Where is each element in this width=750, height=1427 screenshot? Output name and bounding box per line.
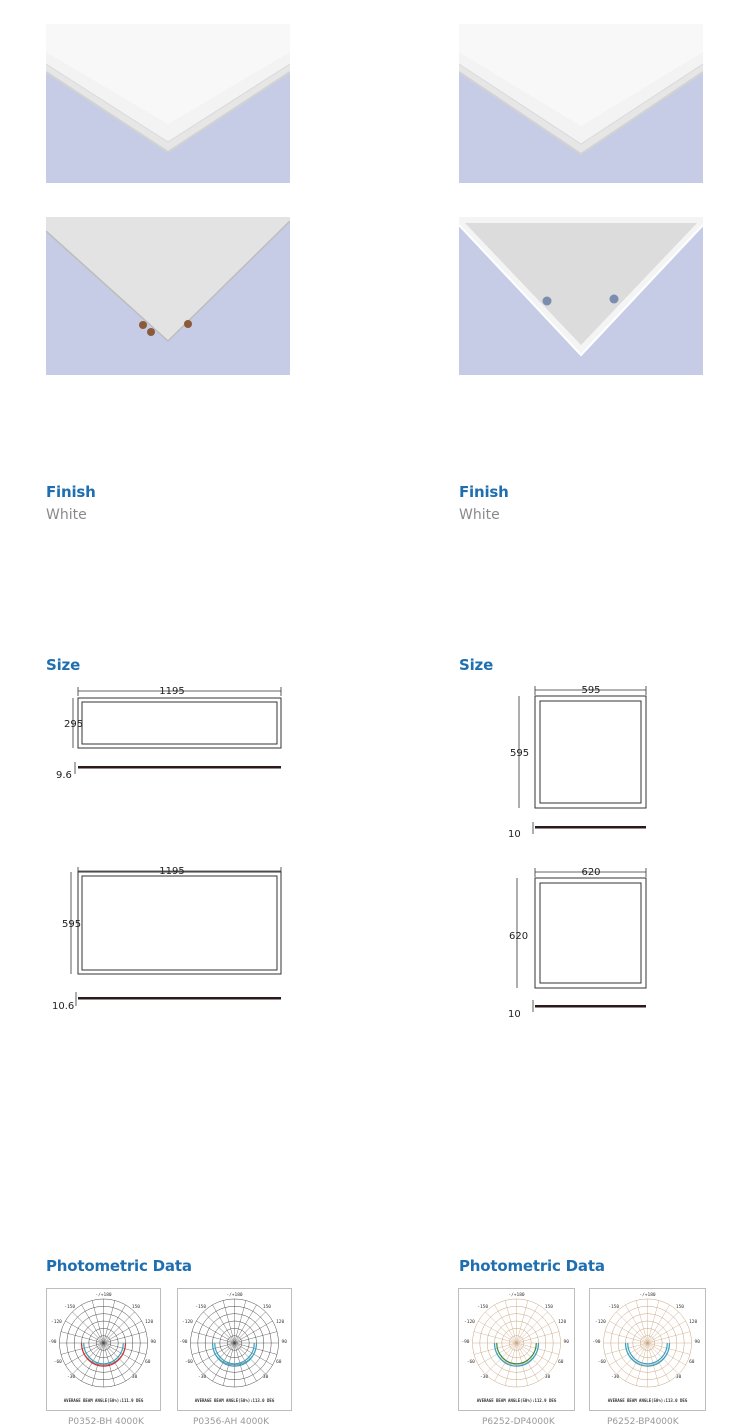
polar-angle-label: -150 <box>477 1304 489 1310</box>
polar-angle-label: -60 <box>597 1359 606 1365</box>
beam-angle-label: AVERAGE BEAM ANGLE(50%):113.0 DEG <box>194 1398 275 1403</box>
polar-angle-label: -30 <box>479 1375 489 1381</box>
polar-angle-label: 30 <box>131 1375 138 1381</box>
photometric-title-right: Photometric Data <box>459 1257 605 1275</box>
polar-angle-label: 90 <box>150 1340 156 1345</box>
product-photo-left-back <box>46 217 290 375</box>
polar-angle-label: 60 <box>145 1359 151 1365</box>
beam-angle-label: AVERAGE BEAM ANGLE(50%):112.9 DEG <box>476 1398 557 1403</box>
polar-angle-label: -120 <box>51 1320 62 1326</box>
polar-angle-label: -60 <box>53 1359 62 1365</box>
photometric-caption: P0352-BH 4000K <box>68 1417 144 1427</box>
polar-angle-label: 60 <box>558 1359 564 1365</box>
height-label: 620 <box>509 931 529 942</box>
polar-angle-label: -120 <box>464 1320 475 1326</box>
polar-angle-label: -30 <box>66 1375 76 1381</box>
photometric-caption: P0356-AH 4000K <box>193 1417 269 1427</box>
product-photo-right-back <box>459 217 703 375</box>
polar-angle-label: -30 <box>197 1375 207 1381</box>
width-label: 1195 <box>159 866 185 877</box>
height-label: 595 <box>62 919 82 930</box>
polar-angle-label: -60 <box>184 1359 193 1365</box>
polar-angle-label: -150 <box>64 1304 76 1310</box>
size-title-left: Size <box>46 656 81 674</box>
polar-chart <box>459 1289 574 1410</box>
thickness-label: 10.6 <box>52 1001 75 1012</box>
product-photo-right-front <box>459 24 703 183</box>
polar-top-label: -/+180 <box>639 1293 656 1298</box>
polar-angle-label: 30 <box>675 1375 682 1381</box>
polar-angle-label: 90 <box>694 1340 700 1345</box>
polar-angle-label: 30 <box>544 1375 551 1381</box>
beam-angle-label: AVERAGE BEAM ANGLE(50%):113.0 DEG <box>607 1398 688 1403</box>
height-label: 595 <box>510 748 530 759</box>
polar-angle-label: 120 <box>689 1320 698 1326</box>
dimension-drawing-right-1 <box>505 682 655 842</box>
polar-angle-label: 150 <box>131 1304 141 1310</box>
polar-chart <box>178 1289 291 1410</box>
polar-top-label: -/+180 <box>95 1293 112 1298</box>
thickness-label: 10 <box>508 1009 521 1020</box>
polar-angle-label: -90 <box>592 1340 601 1345</box>
dimension-drawing-left-2 <box>50 862 290 1017</box>
polar-top-label: -/+180 <box>226 1293 243 1298</box>
polar-angle-label: 120 <box>145 1320 154 1326</box>
finish-title-left: Finish <box>46 483 96 501</box>
polar-chart <box>47 1289 160 1410</box>
photometric-caption: P6252-DP4000K <box>482 1417 555 1427</box>
polar-angle-label: 120 <box>558 1320 567 1326</box>
polar-angle-label: 150 <box>675 1304 685 1310</box>
height-label: 295 <box>64 719 84 730</box>
polar-chart-card <box>589 1288 706 1411</box>
product-photo-left-front <box>46 24 290 183</box>
polar-angle-label: 150 <box>262 1304 272 1310</box>
width-label: 595 <box>581 685 601 696</box>
polar-angle-label: 90 <box>281 1340 287 1345</box>
dimension-drawing-right-2 <box>505 862 655 1022</box>
polar-angle-label: -150 <box>195 1304 207 1310</box>
finish-title-right: Finish <box>459 483 509 501</box>
polar-angle-label: -60 <box>466 1359 475 1365</box>
polar-angle-label: 120 <box>276 1320 285 1326</box>
polar-angle-label: -90 <box>179 1340 188 1345</box>
thickness-label: 9.6 <box>56 770 72 781</box>
polar-chart-card <box>458 1288 575 1411</box>
polar-angle-label: -30 <box>610 1375 620 1381</box>
finish-value-right: White <box>459 507 500 523</box>
width-label: 620 <box>581 867 601 878</box>
size-title-right: Size <box>459 656 494 674</box>
polar-chart-card <box>177 1288 292 1411</box>
polar-angle-label: 60 <box>276 1359 282 1365</box>
polar-angle-label: -150 <box>608 1304 620 1310</box>
polar-chart <box>590 1289 705 1410</box>
finish-value-left: White <box>46 507 87 523</box>
screw-icon <box>543 297 552 306</box>
polar-angle-label: -120 <box>182 1320 193 1326</box>
polar-top-label: -/+180 <box>508 1293 525 1298</box>
polar-angle-label: -90 <box>48 1340 57 1345</box>
polar-angle-label: 30 <box>262 1375 269 1381</box>
dimension-drawing-left-1 <box>50 682 290 782</box>
polar-chart-card <box>46 1288 161 1411</box>
screw-icon <box>139 321 147 329</box>
polar-angle-label: -90 <box>461 1340 470 1345</box>
thickness-label: 10 <box>508 829 521 840</box>
width-label: 1195 <box>159 686 185 697</box>
beam-angle-label: AVERAGE BEAM ANGLE(50%):111.9 DEG <box>63 1398 144 1403</box>
polar-angle-label: -120 <box>595 1320 606 1326</box>
polar-angle-label: 90 <box>563 1340 569 1345</box>
photometric-caption: P6252-BP4000K <box>607 1417 679 1427</box>
photometric-title-left: Photometric Data <box>46 1257 192 1275</box>
polar-angle-label: 150 <box>544 1304 554 1310</box>
polar-angle-label: 60 <box>689 1359 695 1365</box>
